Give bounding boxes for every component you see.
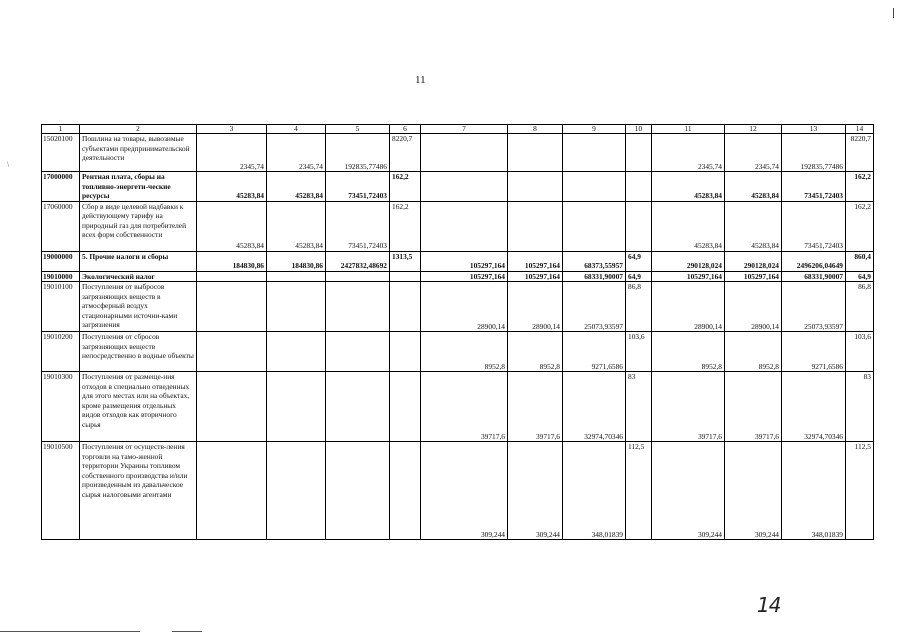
cell-value (267, 282, 326, 332)
cell-value (267, 442, 326, 540)
cell-value: 105297,164 (652, 271, 725, 282)
table-row (42, 271, 874, 282)
header-row (42, 125, 874, 134)
cell-percent: 162,2 (846, 201, 874, 251)
cell-value (563, 172, 626, 202)
cell-value: 184830,86 (267, 251, 326, 271)
table-row (42, 251, 874, 271)
cell-value: 39717,6 (508, 372, 563, 442)
cell-value (197, 442, 267, 540)
cell-value: 184830,86 (197, 251, 267, 271)
cell-value: 45283,84 (652, 172, 725, 202)
cell-value: 348,01839 (563, 442, 626, 540)
cell-percent: 8220,7 (846, 134, 874, 172)
cell-value (508, 201, 563, 251)
row-code: 17060000 (42, 201, 80, 251)
row-name: Экологический налог (80, 271, 197, 282)
cell-value: 28900,14 (725, 282, 782, 332)
cell-value: 9271,6586 (782, 332, 846, 372)
cell-value: 45283,84 (197, 201, 267, 251)
cell-value (508, 172, 563, 202)
column-header: 2 (80, 125, 197, 134)
column-header: 11 (652, 125, 725, 134)
cell-value: 2345,74 (725, 134, 782, 172)
cell-value (508, 134, 563, 172)
cell-value (197, 332, 267, 372)
handwritten-page-mark: 14 (757, 593, 781, 617)
cell-value (197, 271, 267, 282)
row-name: Поступления от сбросов загрязняющих веществ непосредственно в водные объекты (80, 332, 197, 372)
cell-value: 105297,164 (421, 251, 508, 271)
cell-percent: 860,4 (846, 251, 874, 271)
cell-percent: 86,8 (626, 282, 652, 332)
cell-value: 32974,70346 (782, 372, 846, 442)
cell-value: 39717,6 (421, 372, 508, 442)
table-row (42, 372, 874, 442)
row-code: 19010000 (42, 271, 80, 282)
cell-percent: 1313,5 (390, 251, 421, 271)
cell-value: 73451,72403 (326, 172, 390, 202)
cell-percent (626, 201, 652, 251)
cell-value: 39717,6 (652, 372, 725, 442)
cell-value (267, 271, 326, 282)
cell-value (197, 282, 267, 332)
cell-value: 68373,55957 (563, 251, 626, 271)
scan-artifact: \ (7, 160, 10, 169)
scan-edge-mark (893, 8, 894, 18)
column-header: 12 (725, 125, 782, 134)
table-row (42, 201, 874, 251)
cell-value: 28900,14 (508, 282, 563, 332)
row-name: Рентная плата, сборы на топливно-энергети-ческие ресурсы (80, 172, 197, 202)
cell-value: 105297,164 (508, 271, 563, 282)
cell-value: 25073,93597 (782, 282, 846, 332)
cell-value: 32974,70346 (563, 372, 626, 442)
row-name: Поступления от размеще-ния отходов в специально отведенных для этого местах или на объектах, кроме размещения отдельных видов отходов как вторичного сырья (80, 372, 197, 442)
cell-value (326, 372, 390, 442)
row-name: Поступления от осуществ-ления торговли на тамо-женной территории Украины топливом собственного производства и/или произведенным из давальческое сырья налоговыми агентами (80, 442, 197, 540)
cell-value (563, 201, 626, 251)
column-header: 14 (846, 125, 874, 134)
cell-value: 73451,72403 (782, 172, 846, 202)
cell-value: 8952,8 (421, 332, 508, 372)
cell-value: 28900,14 (652, 282, 725, 332)
cell-value: 73451,72403 (782, 201, 846, 251)
row-code: 19010300 (42, 372, 80, 442)
bottom-rule (0, 631, 140, 632)
row-name: Пошлина на товары, вывозимые субъектами предпринимательской деятельности (80, 134, 197, 172)
cell-value: 28900,14 (421, 282, 508, 332)
cell-value: 309,244 (421, 442, 508, 540)
cell-value: 45283,84 (725, 201, 782, 251)
cell-value: 45283,84 (652, 201, 725, 251)
cell-value (326, 332, 390, 372)
column-header: 10 (626, 125, 652, 134)
cell-value (326, 282, 390, 332)
cell-value: 9271,6586 (563, 332, 626, 372)
column-header: 3 (197, 125, 267, 134)
cell-value: 68331,90007 (563, 271, 626, 282)
table-row (42, 282, 874, 332)
cell-value: 290128,024 (652, 251, 725, 271)
cell-percent: 83 (626, 372, 652, 442)
cell-percent (390, 332, 421, 372)
cell-percent: 112,5 (846, 442, 874, 540)
cell-percent: 64,9 (846, 271, 874, 282)
row-name: Сбор в виде целевой надбавки к действующему тарифу на природный газ для потребителей всех форм собственности (80, 201, 197, 251)
row-code: 15020100 (42, 134, 80, 172)
cell-percent (390, 271, 421, 282)
cell-value: 348,01839 (782, 442, 846, 540)
cell-value: 192835,77486 (782, 134, 846, 172)
cell-value: 309,244 (652, 442, 725, 540)
cell-value (326, 442, 390, 540)
column-header: 7 (421, 125, 508, 134)
cell-percent: 103,6 (846, 332, 874, 372)
cell-percent: 83 (846, 372, 874, 442)
cell-percent: 162,2 (390, 201, 421, 251)
cell-value: 45283,84 (267, 172, 326, 202)
cell-percent (390, 282, 421, 332)
cell-value: 105297,164 (508, 251, 563, 271)
cell-value: 2427832,48692 (326, 251, 390, 271)
cell-value: 105297,164 (421, 271, 508, 282)
cell-value: 73451,72403 (326, 201, 390, 251)
row-name: Поступления от выбросов загрязняющих веществ в атмосферный воздух стационарными источни-ками загрязнения (80, 282, 197, 332)
cell-value: 8952,8 (508, 332, 563, 372)
cell-percent: 64,9 (626, 271, 652, 282)
column-header: 9 (563, 125, 626, 134)
cell-value: 2345,74 (652, 134, 725, 172)
cell-value (326, 271, 390, 282)
table-row (42, 442, 874, 540)
column-header: 5 (326, 125, 390, 134)
cell-value: 45283,84 (267, 201, 326, 251)
row-code: 19010500 (42, 442, 80, 540)
cell-value: 8952,8 (652, 332, 725, 372)
column-header: 13 (782, 125, 846, 134)
cell-value: 45283,84 (725, 172, 782, 202)
row-code: 17000000 (42, 172, 80, 202)
table-row (42, 332, 874, 372)
cell-percent: 64,9 (626, 251, 652, 271)
cell-value: 105297,164 (725, 271, 782, 282)
cell-value (267, 372, 326, 442)
cell-percent: 162,2 (390, 172, 421, 202)
table-row (42, 172, 874, 202)
row-code: 19000000 (42, 251, 80, 271)
row-code: 19010200 (42, 332, 80, 372)
cell-value (197, 372, 267, 442)
cell-value: 8952,8 (725, 332, 782, 372)
cell-value: 45283,84 (197, 172, 267, 202)
cell-percent: 8220,7 (390, 134, 421, 172)
cell-value (421, 134, 508, 172)
cell-value: 2345,74 (197, 134, 267, 172)
cell-value: 2345,74 (267, 134, 326, 172)
cell-percent (390, 442, 421, 540)
row-code: 19010100 (42, 282, 80, 332)
cell-value: 39717,6 (725, 372, 782, 442)
cell-percent: 103,6 (626, 332, 652, 372)
column-header: 8 (508, 125, 563, 134)
cell-value: 68331,90007 (782, 271, 846, 282)
page-number: 11 (415, 74, 426, 86)
cell-percent: 86,8 (846, 282, 874, 332)
budget-table (41, 124, 874, 540)
cell-value: 290128,024 (725, 251, 782, 271)
cell-value: 2496206,04649 (782, 251, 846, 271)
column-header: 6 (390, 125, 421, 134)
column-header: 1 (42, 125, 80, 134)
cell-value: 309,244 (508, 442, 563, 540)
row-name: 5. Прочие налоги и сборы (80, 251, 197, 271)
column-header: 4 (267, 125, 326, 134)
cell-value (563, 134, 626, 172)
cell-value (421, 172, 508, 202)
cell-percent: 112,5 (626, 442, 652, 540)
cell-percent: 162,2 (846, 172, 874, 202)
table-row (42, 134, 874, 172)
cell-percent (626, 134, 652, 172)
cell-percent (626, 172, 652, 202)
bottom-rule (172, 631, 202, 632)
cell-percent (390, 372, 421, 442)
cell-value (267, 332, 326, 372)
cell-value: 309,244 (725, 442, 782, 540)
cell-value (421, 201, 508, 251)
cell-value: 192835,77486 (326, 134, 390, 172)
cell-value: 25073,93597 (563, 282, 626, 332)
